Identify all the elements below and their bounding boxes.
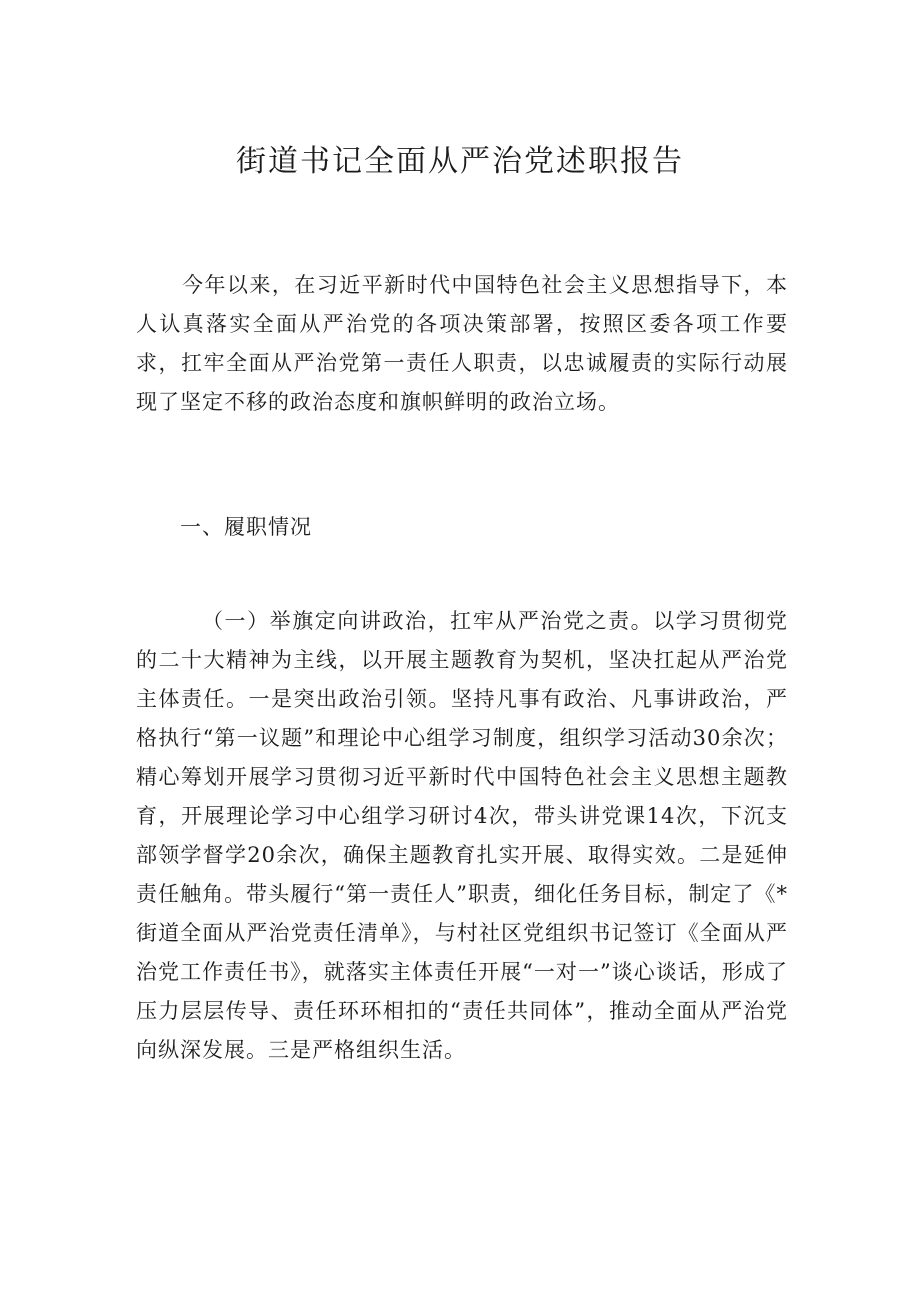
section-paragraph-political: （一）举旗定向讲政治，扛牢从严治党之责。以学习贯彻党的二十大精神为主线，以开展主题教育为契机，坚决扛起从严治党主体责任。一是突出政治引领。坚持凡事有政治、凡事讲政治，严格执行“第一议题”和理论中心组学习制度，组织学习活动30余次；精心筹划开展学习贯彻习近平新时代中国特色社会主义思想主题教育，开展理论学习中心组学习研讨4次，带头讲党课14次，下沉支部领学督学20余次，确保主题教育扎实开展、取得实效。二是延伸责任触角。带头履行“第一责任人”职责，细化任务目标，制定了《*街道全面从严治党责任清单》，与村社区党组织书记签订《全面从严治党工作责任书》，就落实主体责任开展“一对一”谈心谈话，形成了压力层层传导、责任环环相扣的“责任共同体”，推动全面从严治党向纵深发展。三是严格组织生活。 [136,609,788,1062]
section-heading-performance: 一、履职情况 [180,515,312,539]
document-title: 街道书记全面从严治党述职报告 [236,144,684,179]
intro-paragraph: 今年以来，在习近平新时代中国特色社会主义思想指导下，本人认真落实全面从严治党的各项决策部署，按照区委各项工作要求，扛牢全面从严治党第一责任人职责，以忠诚履责的实际行动展现了坚定不移的政治态度和旗帜鲜明的政治立场。 [136,273,788,414]
